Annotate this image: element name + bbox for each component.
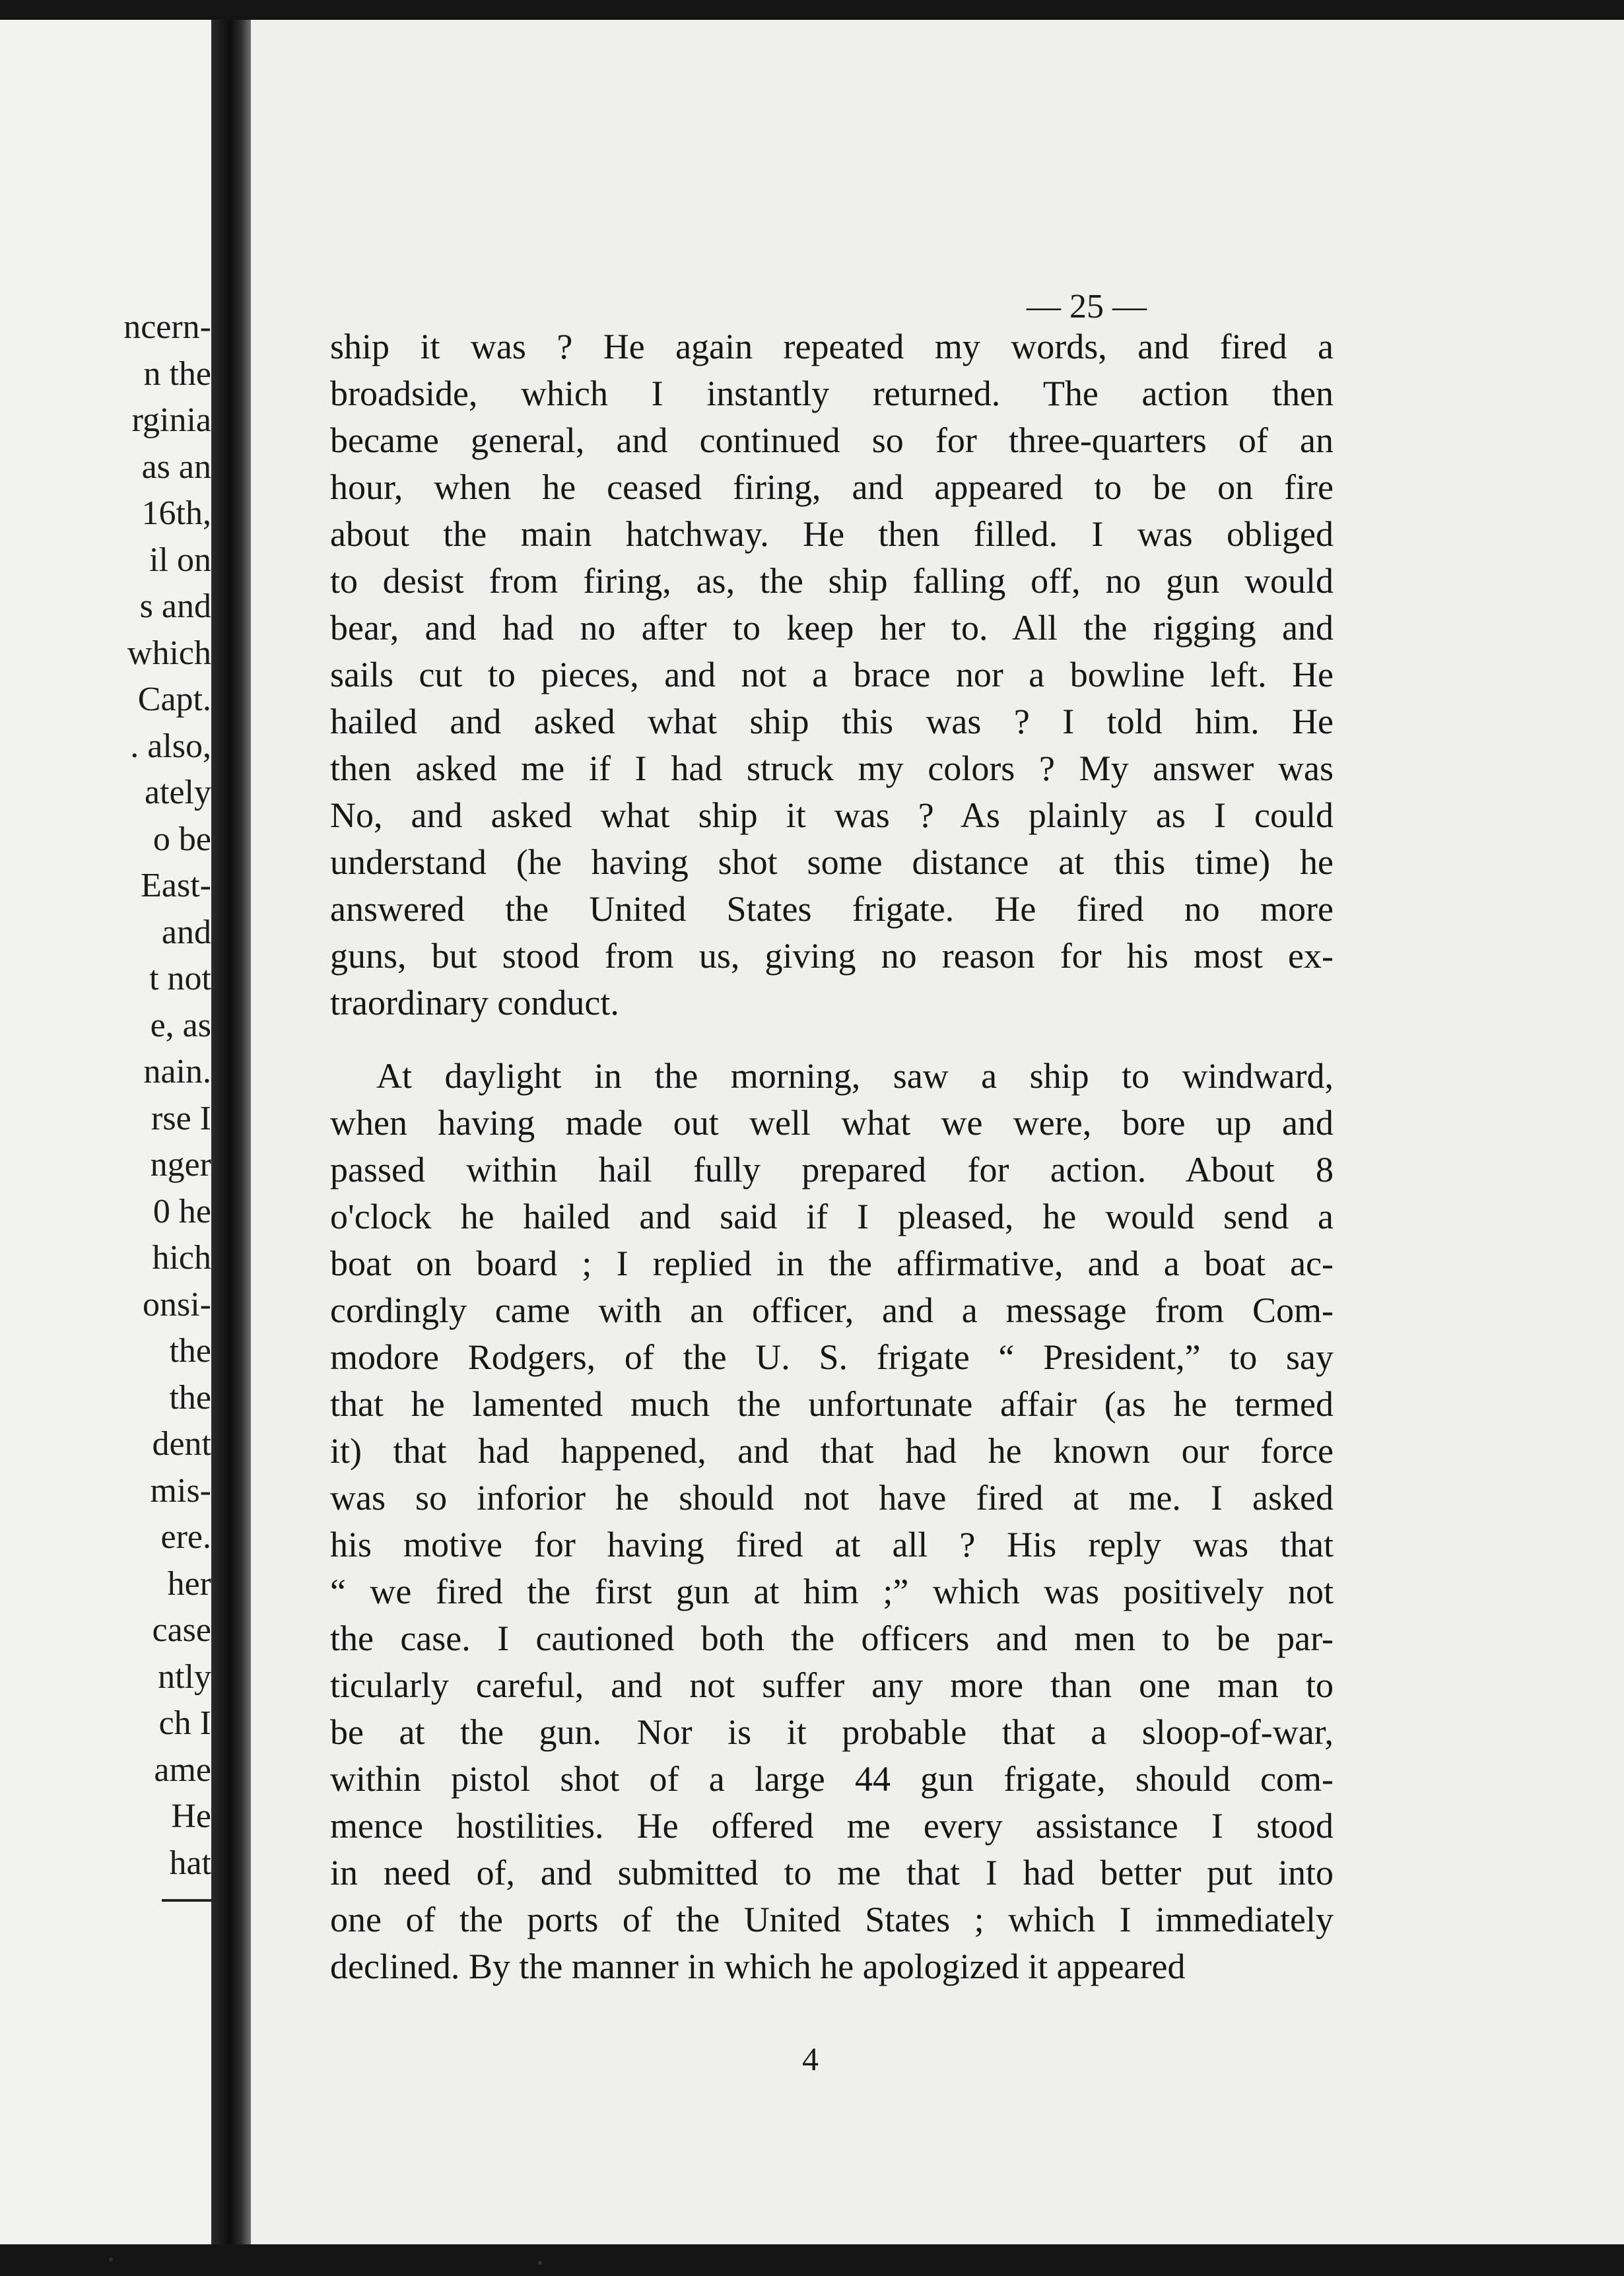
left-page-line-fragment: nain. [143,1053,211,1090]
left-page-line-fragment: 16th, [141,494,211,532]
text-line: in need of, and submitted to me that I had better put into [330,1853,1334,1892]
text-line: o'clock he hailed and said if I pleased, he would send a [330,1197,1334,1236]
text-line: No, and asked what ship it was ? As plainly as I could [330,795,1334,835]
left-page-line-fragment: the [169,1378,211,1417]
text-line: his motive for having fired at all ? His reply was that [330,1525,1334,1564]
paragraph-1 [330,323,1334,1026]
paragraph-gap [330,1026,1334,1053]
text-line: At daylight in the morning, saw a ship to windward, [376,1056,1334,1096]
left-page-line-fragment: s and [139,587,211,625]
left-page-line-fragment: East- [141,867,211,904]
left-page-line-fragment: il on [149,541,211,579]
left-page-line-fragment: which [127,634,211,672]
left-page-line-fragment: hat [169,1844,211,1882]
text-line: sails cut to pieces, and not a brace nor a bowline left. He [330,655,1334,694]
left-page-line-fragment: nger [150,1146,211,1184]
text-line: became general, and continued so for three-quarters of an [330,420,1334,460]
text-line: to desist from firing, as, the ship falling off, no gun would [330,561,1334,601]
left-page-line-fragment: t not [149,960,211,997]
body-text [330,323,1334,1990]
left-page-line-fragment: as an [141,448,211,486]
left-page-line-fragment: ch I [158,1704,211,1742]
left-page-line-fragment: He [171,1797,211,1835]
text-line: be at the gun. Nor is it probable that a sloop-of-war, [330,1712,1334,1752]
text-line: understand (he having shot some distance at this time) he [330,842,1334,882]
paragraph-2 [330,1053,1334,1990]
text-line: it) that had happened, and that had he known our force [330,1431,1334,1471]
left-page-line-fragment: ately [144,774,211,811]
text-line: hailed and asked what ship this was ? I told him. He [330,702,1334,741]
left-page-line-fragment: her [167,1564,211,1603]
text-line: within pistol shot of a large 44 gun frigate, should com- [330,1759,1334,1799]
text-line: broadside, which I instantly returned. The action then [330,374,1334,413]
left-page-line-fragment: ncern- [123,308,211,346]
left-page-line-fragment: e, as [150,1006,211,1044]
text-line: passed within hail fully prepared for action. About 8 [330,1150,1334,1189]
left-page-rule [162,1899,215,1902]
text-line: modore Rodgers, of the U. S. frigate “ President,” to say [330,1337,1334,1377]
text-line: declined. By the manner in which he apologized it appeared [330,1947,1186,1986]
text-line: “ we fired the first gun at him ;” which was positively not [330,1572,1334,1611]
left-page-line-fragment: ntly [158,1657,211,1696]
left-page-line-fragment: ere. [160,1518,211,1556]
text-line: cordingly came with an officer, and a message from Com- [330,1290,1334,1330]
text-line: bear, and had no after to keep her to. All the rigging and [330,608,1334,648]
text-line: guns, but stood from us, giving no reason for his most ex- [330,936,1334,976]
text-line: boat on board ; I replied in the affirmative, and a boat ac- [330,1244,1334,1283]
left-page-line-fragment: and [161,913,211,951]
text-line: traordinary conduct. [330,983,619,1022]
scan-speck [109,2258,113,2261]
left-page-line-fragment: o be [152,820,211,858]
left-page-line-fragment: rse I [151,1099,211,1137]
scan-speck [538,2261,542,2265]
left-page-line-fragment: hich [152,1239,211,1277]
previous-page-fragment [0,20,215,2251]
text-line: when having made out well what we were, bore up and [330,1103,1334,1143]
scan-bottom-border [0,2244,1624,2276]
left-page-line-fragment: onsi- [143,1285,211,1323]
text-line: one of the ports of the United States ; which I immediately [330,1900,1334,1939]
page-number: — 25 — [1027,288,1147,325]
left-page-line-fragment: dent [152,1425,211,1463]
text-line: then asked me if I had struck my colors ? My answer was [330,749,1334,788]
book-binding-gutter [211,20,254,2251]
signature-mark: 4 [802,2040,819,2077]
text-line: that he lamented much the unfortunate affair (as he termed [330,1384,1334,1424]
left-page-line-fragment: n the [143,354,211,393]
left-page-line-fragment: rginia [131,401,211,439]
left-page-line-fragment: 0 he [152,1192,211,1230]
text-line: answered the United States frigate. He fired no more [330,889,1334,929]
text-line: about the main hatchway. He then filled. I was obliged [330,514,1334,554]
text-line: the case. I cautioned both the officers and men to be par- [330,1619,1334,1658]
left-page-line-fragment: ame [154,1751,211,1789]
left-page-line-fragment: mis- [150,1471,211,1510]
text-line: mence hostilities. He offered me every assistance I stood [330,1806,1334,1846]
text-line: ticularly careful, and not suffer any more than one man to [330,1665,1334,1705]
left-page-line-fragment: case [152,1611,211,1649]
left-page-line-fragment: . also, [130,727,211,765]
text-line: hour, when he ceased firing, and appeared to be on fire [330,467,1334,507]
text-line: ship it was ? He again repeated my words, and fired a [330,327,1334,366]
text-line: was so inforior he should not have fired at me. I asked [330,1478,1334,1518]
left-page-line-fragment: Capt. [137,681,211,718]
left-page-line-fragment: the [169,1332,211,1370]
